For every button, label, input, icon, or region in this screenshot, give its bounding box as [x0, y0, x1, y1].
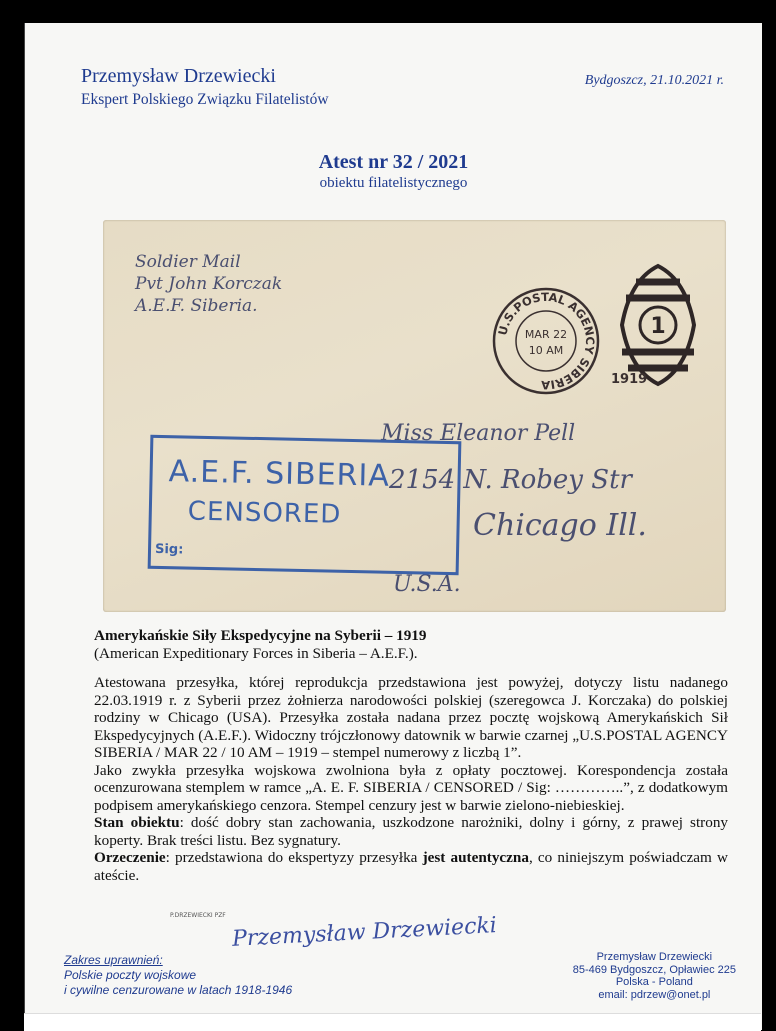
condition-text: : dość dobry stan zachowania, uszkodzone narożniki, dolny i górny, z prawej strony koperty. Brak treści listu. Bez sygnatury.: [94, 814, 729, 849]
sender-line: Soldier Mail: [135, 252, 241, 272]
verdict-text: , co niniejszym poświadczam w ateście.: [94, 849, 728, 884]
certificate-page: [24, 23, 762, 1030]
scope-label: Zakres uprawnień:: [64, 953, 163, 967]
condition-label: Stan obiektu: [94, 814, 180, 831]
certificate-subtitle: obiektu filatelistycznego: [319, 175, 468, 191]
postmark-year: 1919: [611, 372, 648, 387]
contact-country: Polska - Poland: [615, 976, 693, 988]
numeral-cancel: [616, 260, 700, 390]
scope-line: i cywilne cenzurowane w latach 1918-1946: [64, 983, 293, 997]
postmark-time: 10 AM: [528, 344, 564, 357]
scope-line: Polskie poczty wojskowe: [64, 968, 197, 982]
scan-border-left: [0, 0, 24, 1030]
expert-name: Przemysław Drzewiecki: [81, 65, 276, 87]
postmark-date: MAR 22: [524, 328, 568, 341]
address-line: 2154 N. Robey Str: [389, 465, 632, 495]
censor-stamp-line1: A.E.F. SIBERIA: [168, 454, 391, 494]
contact-name: Przemysław Drzewiecki: [596, 951, 713, 963]
scan-border-top: [0, 0, 776, 23]
verdict-authentic: jest autentyczna: [422, 849, 529, 866]
censor-stamp: [148, 435, 462, 575]
description-heading: Amerykańskie Siły Ekspedycyjne na Syberii – 1919: [94, 627, 427, 644]
censor-sig-label: Sig:: [154, 541, 184, 558]
address-line: Chicago Ill.: [473, 508, 647, 543]
description-heading-en: (American Expeditionary Forces in Siberia – A.E.F.).: [94, 644, 418, 662]
contact-block: [573, 951, 736, 1001]
scan-border-right: [761, 0, 776, 1030]
verdict-label: Orzeczenie: [94, 849, 166, 866]
censor-stamp-line2: CENSORED: [187, 496, 342, 530]
handwritten-signature: Przemysław Drzewiecki: [231, 913, 498, 952]
envelope-image: [103, 220, 726, 612]
contact-address: 85-469 Bydgoszcz, Opławiec 225: [572, 963, 736, 976]
sender-line: Pvt John Korczak: [135, 274, 283, 294]
contact-email[interactable]: email: pdrzew@onet.pl: [598, 988, 711, 1001]
description-paragraph: Atestowana przesyłka, której reprodukcja przedstawiona jest powyżej, dotyczy listu nadanego 22.03.1919 r. z Syberii przez żołnierza narodowości polskiej (szeregowca J. Korczaka) do polskiej rodziny w Chicago (USA). Przesyłka została nadana przez pocztę wojskową Amerykańskich Sił Ekspedycyjnych (A.E.F.). Widoczny trójczłonowy datownik w barwie czarnej „U.S.POSTAL AGENCY SIBERIA / MAR 22 / 10 AM – 1919 – stempel numerowy z liczbą 1”.: [94, 674, 728, 761]
sender-line: A.E.F. Siberia.: [135, 296, 258, 316]
address-line: Miss Eleanor Pell: [381, 421, 576, 446]
verdict-paragraph: [94, 849, 728, 884]
address-line: U.S.A.: [393, 572, 461, 597]
expert-title: Ekspert Polskiego Związku Filatelistów: [81, 91, 329, 108]
certificate-title: Atest nr 32 / 2021: [318, 151, 469, 173]
printed-signature-stamp: P.DRZEWIECKI PZF: [170, 912, 226, 919]
place-date: Bydgoszcz, 21.10.2021 r.: [584, 73, 724, 88]
scope-of-authority: [64, 953, 292, 998]
cancel-number: 1: [650, 314, 666, 339]
condition-paragraph: [94, 814, 728, 849]
certificate-description: [94, 627, 728, 884]
verdict-text: : przedstawiona do ekspertyzy przesyłka: [165, 849, 423, 866]
postmark-datestamp: [491, 286, 601, 396]
postmark-ring-text: U.S.POSTAL AGENCY SIBERIA: [495, 289, 598, 393]
description-paragraph: Jako zwykła przesyłka wojskowa zwolniona była z opłaty pocztowej. Korespondencja została ocenzurowana stemplem w ramce „A. E. F. SIBERIA / CENSORED / Sig: …………..”, z dodatkowym podpisem amerykańskiego cenzora. Stempel cenzury jest w barwie zielono-niebieskiej.: [94, 761, 728, 814]
page-bottom-margin: [24, 1013, 761, 1031]
